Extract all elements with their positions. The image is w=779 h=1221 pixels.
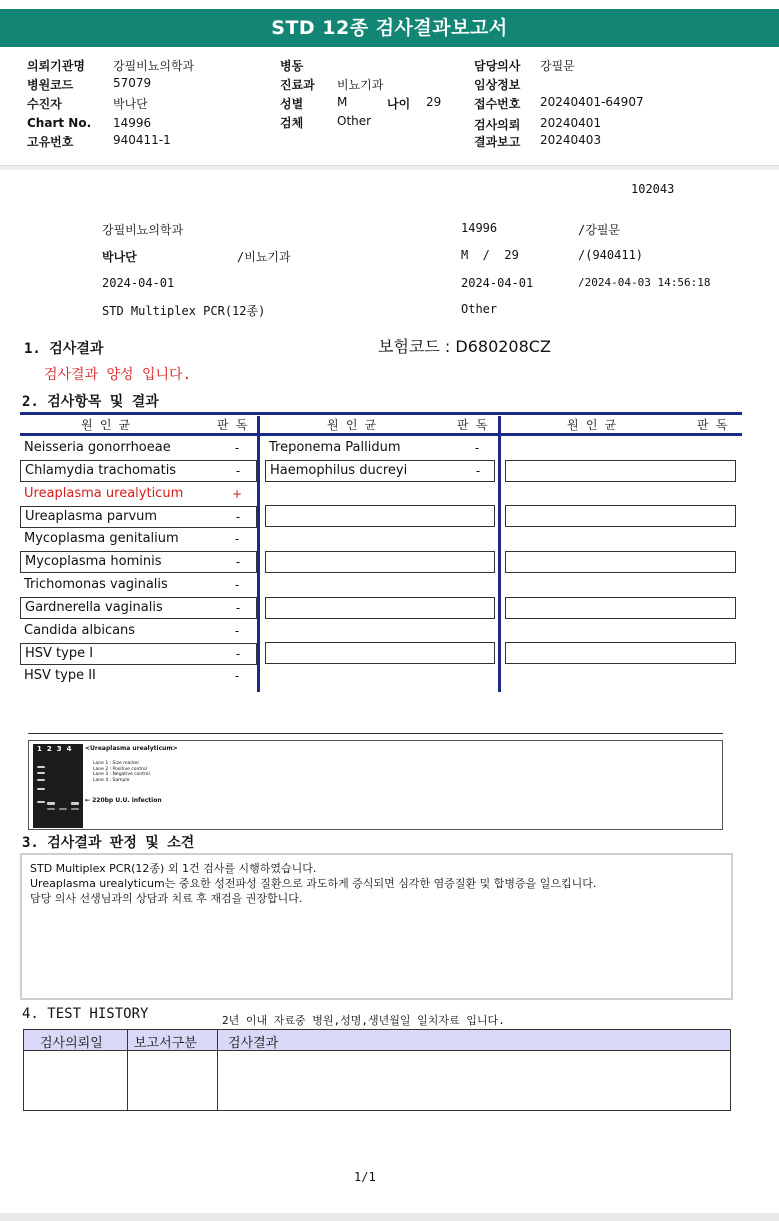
empty-row [505, 460, 736, 482]
organism-result: - [234, 578, 240, 592]
report-title: STD 12종 검사결과보고서 [0, 9, 779, 47]
organism-result: - [475, 464, 481, 478]
section3-title: 3. 검사결과 판정 및 소견 [22, 835, 195, 851]
organism-name: Treponema Pallidum [269, 440, 401, 455]
primer-band [71, 808, 79, 810]
value-sex: M [337, 95, 348, 109]
col2-organism-header: 원 인 균 [327, 418, 377, 432]
label-dept: 진료과 [280, 78, 315, 92]
label-report-date: 결과보고 [474, 135, 521, 149]
organism-name: Ureaplasma urealyticum [24, 486, 184, 501]
label-unique-no: 고유번호 [27, 135, 74, 149]
history-col-report-type: 보고서구분 [134, 1036, 197, 1051]
col1-result-header: 판 독 [217, 418, 248, 432]
empty-row [505, 642, 736, 664]
label-sex: 성별 [280, 97, 304, 111]
marker-band [37, 788, 45, 790]
remarks-box [20, 853, 733, 1000]
value-doctor: 강필문 [540, 59, 575, 73]
value-age: 29 [426, 95, 442, 109]
organism-result: - [234, 532, 240, 546]
history-note: 2년 이내 자료중 병원,성명,생년월일 일치자료 입니다. [222, 1014, 505, 1027]
history-col-divider [217, 1030, 218, 1110]
col1-organism-header: 원 인 균 [81, 418, 131, 432]
organism-row-positive [20, 484, 257, 504]
primer-band [47, 808, 55, 810]
organism-row [20, 529, 257, 549]
organism-name: HSV type II [24, 668, 96, 683]
header-divider [0, 165, 779, 170]
empty-row [265, 505, 495, 527]
remark-line: 담당 의사 선생님과의 상담과 치료 후 재검을 권장합니다. [30, 892, 303, 905]
empty-row [265, 597, 495, 619]
value-dept: 비뇨기과 [337, 78, 384, 92]
history-col-result: 검사결과 [228, 1036, 279, 1051]
organism-row [20, 597, 257, 619]
summary-date2: 2024-04-01 [461, 276, 534, 290]
result-summary-text: 검사결과 양성 입니다. [44, 367, 192, 383]
column-divider-1 [257, 416, 260, 692]
value-request-date: 20240401 [540, 116, 602, 130]
empty-row [265, 642, 495, 664]
col3-organism-header: 원 인 균 [567, 418, 617, 432]
value-specimen: Other [337, 114, 372, 128]
organism-result: - [235, 510, 241, 524]
organism-name: Haemophilus ducreyi [270, 463, 408, 478]
value-patient: 박나단 [113, 97, 148, 111]
gel-separator [28, 733, 723, 734]
summary-birth: /(940411) [578, 248, 644, 262]
history-header-row [24, 1030, 730, 1051]
empty-row [505, 505, 736, 527]
label-chart-no: Chart No. [27, 116, 92, 130]
value-receipt-no: 20240401-64907 [540, 95, 644, 109]
column-divider-2 [498, 416, 501, 692]
label-patient: 수진자 [27, 97, 62, 111]
gel-band-label: ← 220bp U.U. infection [85, 797, 162, 804]
organism-result: - [234, 441, 240, 455]
value-clinic: 강필비뇨의학과 [113, 59, 195, 73]
organism-result: - [235, 555, 241, 569]
section4-title: 4. TEST HISTORY [22, 1006, 149, 1022]
organism-result: - [234, 669, 240, 683]
organism-name: Gardnerella vaginalis [25, 600, 163, 615]
sample-band [71, 802, 79, 805]
organism-row [265, 460, 495, 482]
summary-sex-age: M / 29 [461, 248, 519, 262]
organism-name: Ureaplasma parvum [25, 509, 158, 524]
organism-row [20, 438, 257, 458]
organism-name: HSV type I [25, 646, 94, 661]
organism-name: Mycoplasma hominis [25, 554, 162, 569]
gel-image-frame [28, 740, 723, 830]
organism-name: Mycoplasma genitalium [24, 531, 179, 546]
marker-band [37, 772, 45, 774]
table-header-line [20, 433, 742, 436]
label-request-date: 검사의뢰 [474, 118, 521, 132]
organism-name: Neisseria gonorrhoeae [24, 440, 171, 455]
history-table [23, 1029, 731, 1111]
organism-name: Chlamydia trachomatis [25, 463, 177, 478]
positive-control-band [47, 802, 55, 805]
marker-band [37, 766, 45, 768]
table-top-line [20, 412, 742, 415]
value-hospital-code: 57079 [113, 76, 152, 90]
organism-name: Candida albicans [24, 623, 136, 638]
summary-dept: /비뇨기과 [237, 250, 291, 264]
label-age: 나이 [387, 97, 411, 111]
section2-title: 2. 검사항목 및 결과 [22, 394, 159, 410]
organism-result: - [235, 647, 241, 661]
summary-test-name: STD Multiplex PCR(12종) [102, 304, 266, 318]
primer-band [59, 808, 67, 810]
label-receipt-no: 접수번호 [474, 97, 521, 111]
organism-result: - [235, 601, 241, 615]
label-clinic: 의뢰기관명 [27, 59, 85, 73]
page-number: 1/1 [354, 1170, 376, 1184]
organism-result: + [231, 487, 243, 501]
empty-row [505, 551, 736, 573]
summary-code: 102043 [631, 182, 675, 196]
label-specimen: 검체 [280, 116, 304, 130]
organism-row [20, 666, 257, 686]
remark-line: STD Multiplex PCR(12종) 외 1건 검사를 시행하였습니다. [30, 862, 317, 875]
empty-row [505, 597, 736, 619]
organism-row [20, 621, 257, 641]
marker-band [37, 801, 45, 803]
summary-doctor: /강필문 [578, 223, 621, 237]
insurance-code: 보험코드 : D680208CZ [378, 337, 551, 356]
gel-electrophoresis-image [33, 744, 83, 828]
col3-result-header: 판 독 [697, 418, 728, 432]
empty-row [265, 551, 495, 573]
history-col-divider [127, 1030, 128, 1110]
label-hospital-code: 병원코드 [27, 78, 74, 92]
summary-date1: 2024-04-01 [102, 276, 175, 290]
summary-report-time: /2024-04-03 14:56:18 [578, 276, 711, 289]
organism-row [20, 551, 257, 573]
gel-lane-numbers: 1234 [37, 745, 77, 753]
value-unique-no: 940411-1 [113, 133, 171, 147]
gel-caption: <Ureaplasma urealyticum> [85, 745, 178, 752]
marker-band [37, 779, 45, 781]
label-ward: 병동 [280, 59, 304, 73]
organism-row [20, 460, 257, 482]
organism-row [20, 506, 257, 528]
organism-row [20, 643, 257, 665]
remark-line: Ureaplasma urealyticum는 중요한 성전파성 질환으로 과도하게 증식되면 심각한 염증질환 및 합병증을 일으킵니다. [30, 877, 597, 890]
organism-result: - [474, 441, 480, 455]
summary-patient: 박나단 [102, 250, 137, 264]
summary-clinic: 강필비뇨의학과 [102, 223, 184, 237]
organism-name: Trichomonas vaginalis [24, 577, 168, 592]
section1-title: 1. 검사결과 [24, 341, 104, 357]
organism-row [265, 438, 495, 458]
organism-row [20, 575, 257, 595]
history-col-request-date: 검사의뢰일 [40, 1036, 103, 1051]
label-doctor: 담당의사 [474, 59, 521, 73]
summary-specimen: Other [461, 302, 498, 316]
col2-result-header: 판 독 [457, 418, 488, 432]
organism-result: - [235, 464, 241, 478]
organism-result: - [234, 624, 240, 638]
label-clinical-info: 임상정보 [474, 78, 521, 92]
value-report-date: 20240403 [540, 133, 602, 147]
gel-legend: Lane 1 : Size marker Lane 2 : Positive control Lane 3 : Negative control Lane 4 : Sample [93, 761, 150, 783]
summary-chart-no: 14996 [461, 221, 498, 235]
value-chart-no: 14996 [113, 116, 152, 130]
